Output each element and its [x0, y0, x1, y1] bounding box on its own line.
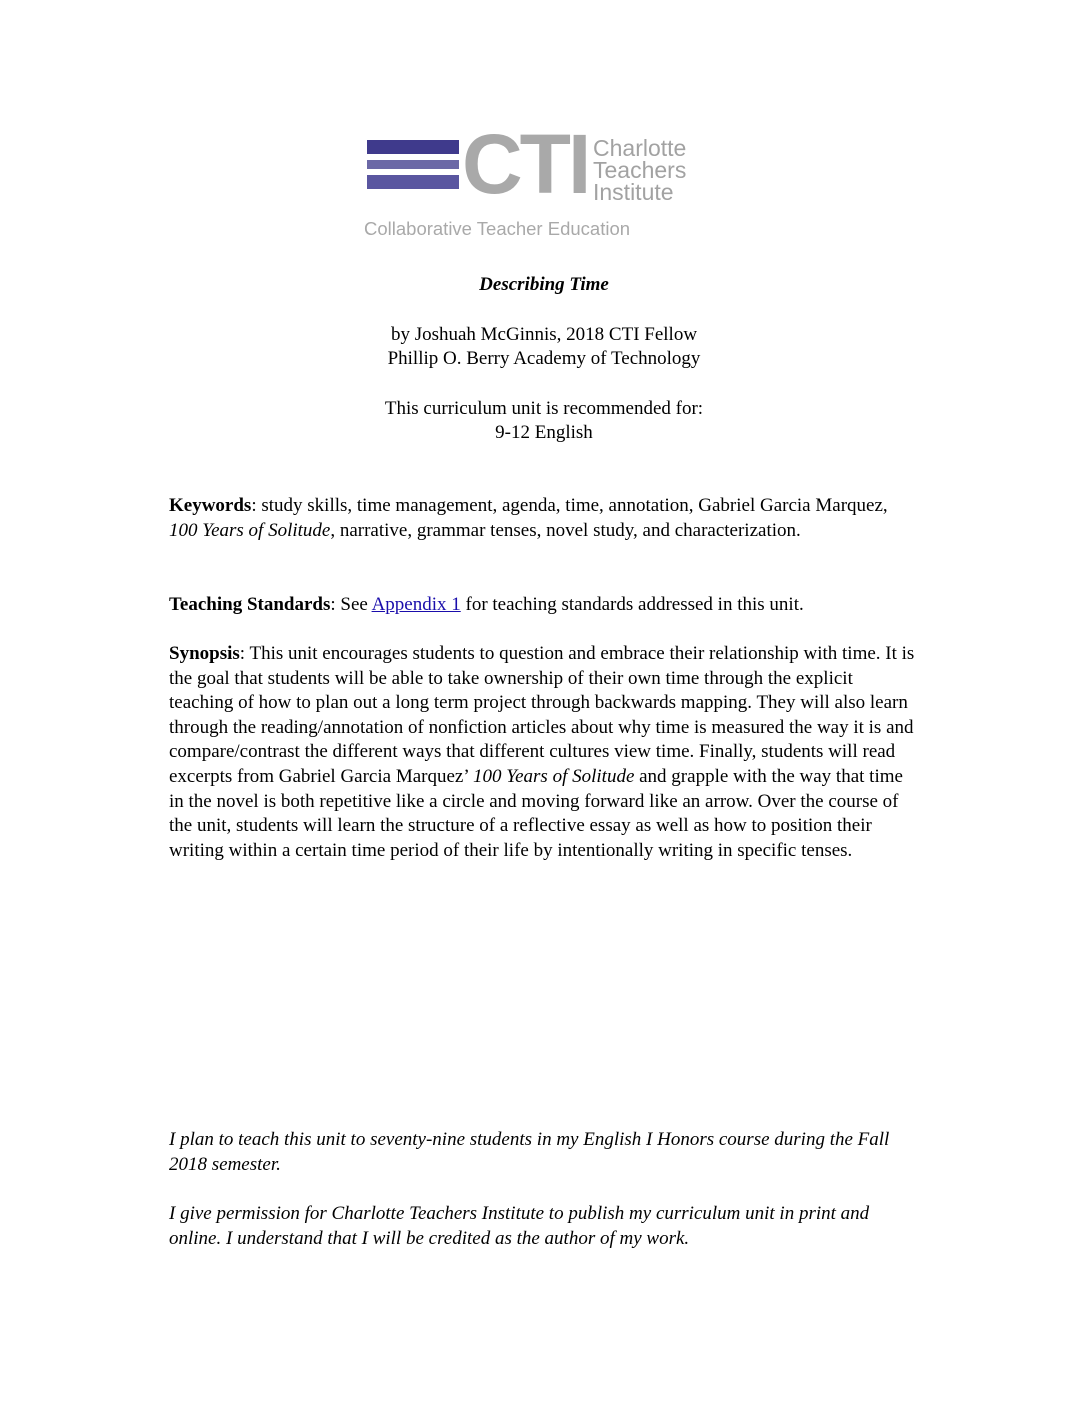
synopsis-text: and grapple with the way that time in the novel is both repetitive like a circle and moving forward like an arrow. Over the course of the unit, students will learn the structure of a reflective essay as well as how to position their writing within a certain time period of their life by intentionally writing in specific tenses.: [169, 765, 903, 861]
logo-org-line: Teachers: [593, 157, 687, 183]
logo-org-line: Institute: [593, 179, 674, 205]
recommendation: [0, 397, 1088, 445]
logo-stripe-icon: [367, 140, 459, 154]
recommendation-line: This curriculum unit is recommended for:: [384, 398, 704, 419]
synopsis-paragraph: [169, 642, 915, 863]
logo-tagline: Collaborative Teacher Education: [364, 218, 631, 239]
logo-letters: CTI: [462, 117, 589, 211]
keywords-paragraph: [169, 494, 915, 543]
school-line: Phillip O. Berry Academy of Technology: [387, 348, 701, 369]
synopsis-label: Synopsis: [169, 643, 240, 664]
author-line: by Joshuah McGinnis, 2018 CTI Fellow: [390, 324, 698, 345]
teaching-standards-text: : See: [330, 594, 372, 615]
appendix-link[interactable]: Appendix 1: [371, 594, 461, 615]
book-title: 100 Years of Solitude: [169, 519, 331, 541]
logo-org-line: Charlotte: [593, 135, 687, 161]
byline: [0, 323, 1088, 371]
permission-statement: I give permission for Charlotte Teachers Institute to publish my curriculum unit in print and online. I understand that I will be credited as the author of my work.: [169, 1203, 870, 1249]
logo-stripe-icon: [367, 175, 459, 189]
teaching-standards-text: for teaching standards addressed in this unit.: [460, 594, 804, 615]
book-title: 100 Years of Solitude: [473, 765, 635, 787]
keywords-label: Keywords: [169, 495, 252, 516]
cti-logo: [364, 117, 720, 242]
logo-stripe-icon: [367, 160, 459, 169]
synopsis-text: : This unit encourages students to question and embrace their relationship with time. It is the goal that students will be able to take ownership of their own time through the explicit teaching of how to plan out a long term project through backwards mapping. They will also learn through the reading/annotation of nonfiction articles about why time is measured the way it is and compare/contrast the different ways that different cultures view time. Finally, students will read excerpts from Gabriel Garcia Marquez’: [169, 643, 915, 787]
plan-statement: I plan to teach this unit to seventy-nine students in my English I Honors course during the Fall 2018 semester.: [169, 1129, 890, 1175]
logo-org-name: [593, 137, 686, 203]
keywords-text: , narrative, grammar tenses, novel study, and characterization.: [330, 519, 801, 541]
recommendation-grade: 9-12 English: [495, 422, 593, 443]
teaching-standards-label: Teaching Standards: [169, 594, 331, 615]
document-title: Describing Time: [479, 274, 609, 295]
teaching-standards-paragraph: [169, 593, 915, 618]
keywords-text: : study skills, time management, agenda, time, annotation, Gabriel Garcia Marquez,: [251, 495, 888, 516]
